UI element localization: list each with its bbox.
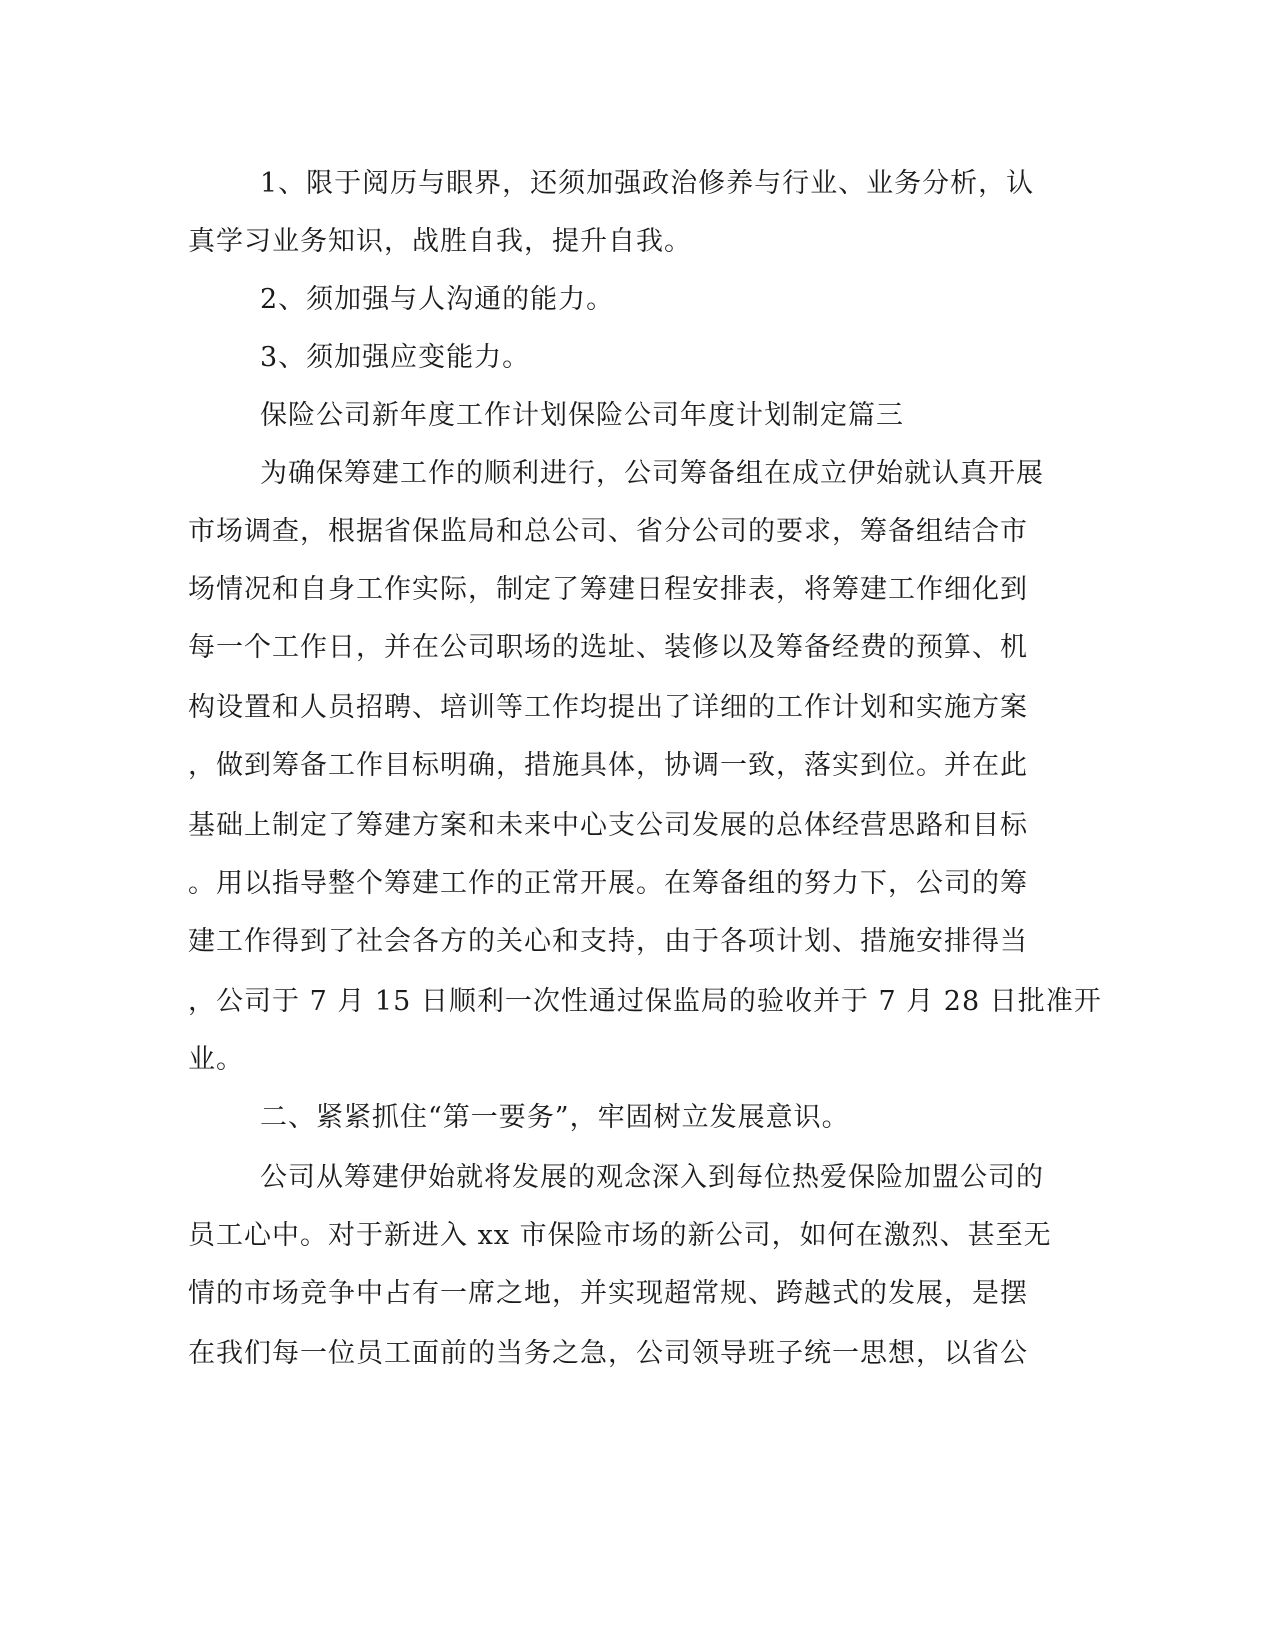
section-heading: 二、紧紧抓住“第一要务”，牢固树立发展意识。 (260, 1102, 850, 1133)
text-line: 情的市场竞争中占有一席之地，并实现超常规、跨越式的发展，是摆 (188, 1278, 1028, 1309)
text-line: 公司从筹建伊始就将发展的观念深入到每位热爱保险加盟公司的 (260, 1162, 1044, 1193)
text-line: 基础上制定了筹建方案和未来中心支公司发展的总体经营思路和目标 (188, 810, 1028, 841)
text-line: 真学习业务知识，战胜自我，提升自我。 (188, 226, 692, 257)
text-line: 场情况和自身工作实际，制定了筹建日程安排表，将筹建工作细化到 (188, 574, 1028, 605)
text-line: 3、须加强应变能力。 (260, 342, 531, 373)
text-line: 1、限于阅历与眼界，还须加强政治修养与行业、业务分析，认 (260, 168, 1035, 199)
text-line: 构设置和人员招聘、培训等工作均提出了详细的工作计划和实施方案 (188, 692, 1028, 723)
text-line: 每一个工作日，并在公司职场的选址、装修以及筹备经费的预算、机 (188, 632, 1028, 663)
text-line: 为确保筹建工作的顺利进行，公司筹备组在成立伊始就认真开展 (260, 458, 1044, 489)
text-line: 员工心中。对于新进入 xx 市保险市场的新公司，如何在激烈、甚至无 (188, 1220, 1052, 1251)
text-line: 建工作得到了社会各方的关心和支持，由于各项计划、措施安排得当 (188, 926, 1028, 957)
text-line: ，做到筹备工作目标明确，措施具体，协调一致，落实到位。并在此 (188, 750, 1028, 781)
text-line: 市场调查，根据省保监局和总公司、省分公司的要求，筹备组结合市 (188, 516, 1028, 547)
text-line: ，公司于 7 月 15 日顺利一次性通过保监局的验收并于 7 月 28 日批准开 (188, 986, 1102, 1017)
text-line: 在我们每一位员工面前的当务之急，公司领导班子统一思想，以省公 (188, 1338, 1028, 1369)
text-line: 。用以指导整个筹建工作的正常开展。在筹备组的努力下，公司的筹 (188, 868, 1028, 899)
text-line: 2、须加强与人沟通的能力。 (260, 284, 615, 315)
text-line: 业。 (188, 1044, 244, 1075)
section-heading: 保险公司新年度工作计划保险公司年度计划制定篇三 (260, 400, 904, 431)
